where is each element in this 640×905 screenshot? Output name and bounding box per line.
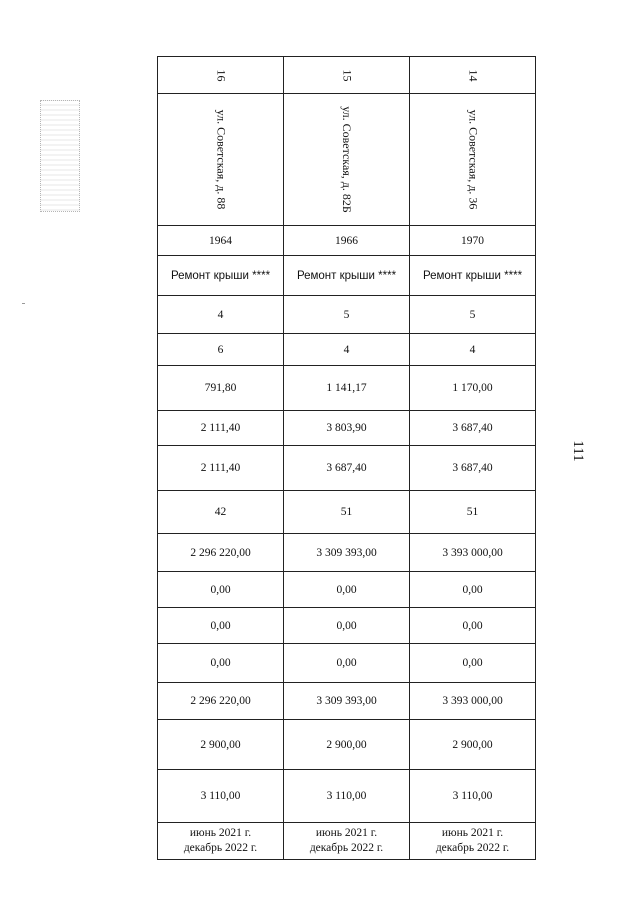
table-cell: 5: [284, 296, 410, 334]
table-cell: 0,00: [158, 572, 284, 608]
table-row: [158, 534, 536, 572]
cell-number: 14: [410, 57, 536, 94]
table-row: [158, 446, 536, 491]
table-cell: 3 687,40: [284, 446, 410, 491]
table-cell: 0,00: [410, 572, 536, 608]
table-cell: 1 141,17: [284, 366, 410, 411]
cell-work-type: Ремонт крыши ****: [284, 256, 410, 296]
data-table: [157, 56, 536, 860]
table-cell: 2 900,00: [284, 720, 410, 770]
table-row: [158, 770, 536, 823]
period-start: июнь 2021 г.: [189, 827, 252, 839]
table-cell: 2 296 220,00: [158, 534, 284, 572]
table-cell: 51: [410, 491, 536, 534]
cell-period: [158, 823, 284, 860]
table-cell: 3 110,00: [284, 770, 410, 823]
page-number: 111: [570, 440, 586, 462]
table-cell: 2 900,00: [158, 720, 284, 770]
table-row: [158, 366, 536, 411]
table-cell: 2 296 220,00: [158, 683, 284, 720]
table-cell: 0,00: [410, 608, 536, 644]
table-cell: 4: [284, 334, 410, 366]
table-cell: 2 900,00: [410, 720, 536, 770]
cell-year: 1970: [410, 226, 536, 256]
table-cell: 5: [410, 296, 536, 334]
table-row: [158, 683, 536, 720]
table-cell: 3 393 000,00: [410, 534, 536, 572]
table-cell: 0,00: [410, 644, 536, 683]
row-work-type: [158, 256, 536, 296]
table-cell: 791,80: [158, 366, 284, 411]
period-end: декабрь 2022 г.: [435, 842, 510, 854]
row-year: [158, 226, 536, 256]
stamp-mark: [40, 100, 80, 212]
period-end: декабрь 2022 г.: [183, 842, 258, 854]
table-row: [158, 491, 536, 534]
table-cell: 4: [158, 296, 284, 334]
cell-period: [284, 823, 410, 860]
table-cell: 3 110,00: [158, 770, 284, 823]
table-row: [158, 296, 536, 334]
period-start: июнь 2021 г.: [315, 827, 378, 839]
table-cell: 3 687,40: [410, 411, 536, 446]
table-cell: 1 170,00: [410, 366, 536, 411]
table-cell: 0,00: [158, 644, 284, 683]
table-cell: 0,00: [284, 572, 410, 608]
row-number: [158, 57, 536, 94]
table-cell: 0,00: [284, 608, 410, 644]
table-cell: 42: [158, 491, 284, 534]
cell-address: ул. Советская, д. 82Б: [284, 94, 410, 226]
table-row: [158, 720, 536, 770]
table-cell: 3 687,40: [410, 446, 536, 491]
table-cell: 0,00: [158, 608, 284, 644]
cell-period: [410, 823, 536, 860]
table-cell: 51: [284, 491, 410, 534]
row-address: [158, 94, 536, 226]
margin-mark: [22, 303, 25, 304]
table-cell: 2 111,40: [158, 411, 284, 446]
table-cell: 2 111,40: [158, 446, 284, 491]
cell-year: 1964: [158, 226, 284, 256]
period-end: декабрь 2022 г.: [309, 842, 384, 854]
table-row: [158, 572, 536, 608]
table-row: [158, 334, 536, 366]
table-row: [158, 644, 536, 683]
table-row: [158, 411, 536, 446]
cell-year: 1966: [284, 226, 410, 256]
table-cell: 6: [158, 334, 284, 366]
table-cell: 4: [410, 334, 536, 366]
table-row: [158, 608, 536, 644]
cell-address: ул. Советская, д. 88: [158, 94, 284, 226]
period-start: июнь 2021 г.: [441, 827, 504, 839]
cell-work-type: Ремонт крыши ****: [158, 256, 284, 296]
row-period: [158, 823, 536, 860]
cell-address: ул. Советская, д. 36: [410, 94, 536, 226]
table-cell: 3 309 393,00: [284, 534, 410, 572]
table-cell: 3 309 393,00: [284, 683, 410, 720]
cell-number: 16: [158, 57, 284, 94]
table-cell: 3 110,00: [410, 770, 536, 823]
table-cell: 0,00: [284, 644, 410, 683]
table-cell: 3 393 000,00: [410, 683, 536, 720]
cell-work-type: Ремонт крыши ****: [410, 256, 536, 296]
table-cell: 3 803,90: [284, 411, 410, 446]
cell-number: 15: [284, 57, 410, 94]
